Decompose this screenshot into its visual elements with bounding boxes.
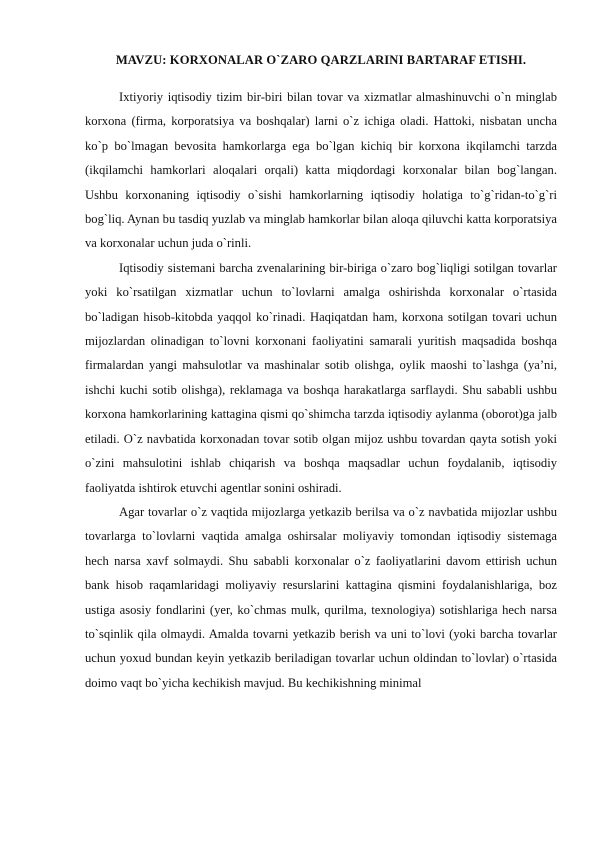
paragraph-2: Iqtisodiy sistemani barcha zvenalarining bir-biriga o`zaro bog`liqligi sotilgan tovarlar yoki ko`rsatilgan xizmatlar uchun to`lovlarni amalga oshirishda korxonalar o`rtasida bo`ladigan hisob-kitobda yaqqol ko`rinadi. Haqiqatdan ham, korxona sotilgan tovari uchun mijozlardan olinadigan to`lovni korxonani faoliyatini samarali yuritish maqsadida boshqa firmalardan yangi mahsulotlar va mashinalar sotib olishga, oylik maoshi to`lashga (ya’ni, ishchi kuchi sotib olishga), reklamaga va boshqa harakatlarga sarflaydi. Shu sababli ushbu korxona hamkorlarining kattagina qismi qo`shimcha tarzda iqtisodiy aylanma (oborot)ga jalb etiladi. O`z navbatida korxonadan tovar sotib olgan mijoz ushbu tovardan qayta sotish yoki o`zini mahsulotini ishlab chiqarish va boshqa maqsadlar uchun foydalanib, iqtisodiy faoliyatda ishtirok etuvchi agentlar sonini oshiradi.	[85, 260, 557, 495]
paragraph-3: Agar tovarlar o`z vaqtida mijozlarga yetkazib berilsa va o`z navbatida mijozlar ushbu tovarlarga to`lovlarni vaqtida amalga oshirsalar moliyaviy tomondan iqtisodiy sistemaga hech narsa xavf solmaydi. Shu sababli korxonalar o`z faoliyatlarini davom ettirish uchun bank hisob raqamlaridagi moliyaviy resurslarini kattagina qismini foydalanishlariga, boz ustiga asosiy fondlarini (yer, ko`chmas mulk, qurilma, texnologiya) sotishlariga hech narsa to`sqinlik qila olmaydi. Amalda tovarni yetkazib berish va uni to`lovi (yoki barcha tovarlar uchun yoxud bundan keyin yetkazib beriladigan tovarlar uchun oldindan to`lovlar) o`rtasida doimo vaqt bo`yicha kechikish mavjud. Bu kechikishning minimal	[85, 504, 557, 690]
page-title: MAVZU: KORXONALAR O`ZARO QARZLARINI BARTARAF ETISHI.	[115, 53, 527, 67]
paragraph-1: Ixtiyoriy iqtisodiy tizim bir-biri bilan tovar va xizmatlar almashinuvchi o`n minglab korxona (firma, korporatsiya va boshqalar) larni o`z ichiga oladi. Hattoki, nisbatan uncha ko`p bo`lmagan bevosita hamkorlarga ega bo`lgan kichiq bir korxona ikqilamchi tarzda (ikqilamchi hamkorlari aloqalari orqali) katta miqdordagi korxonalar bilan bog`langan. Ushbu korxonaning iqtisodiy o`sishi hamkorlarning iqtisodiy holatiga to`g`ridan-to`g`ri bog`liq. Aynan bu tasdiq yuzlab va minglab hamkorlar bilan aloqa qiluvchi katta korporatsiya va korxonalar uchun juda o`rinli.	[85, 90, 557, 251]
document-page	[85, 52, 557, 695]
